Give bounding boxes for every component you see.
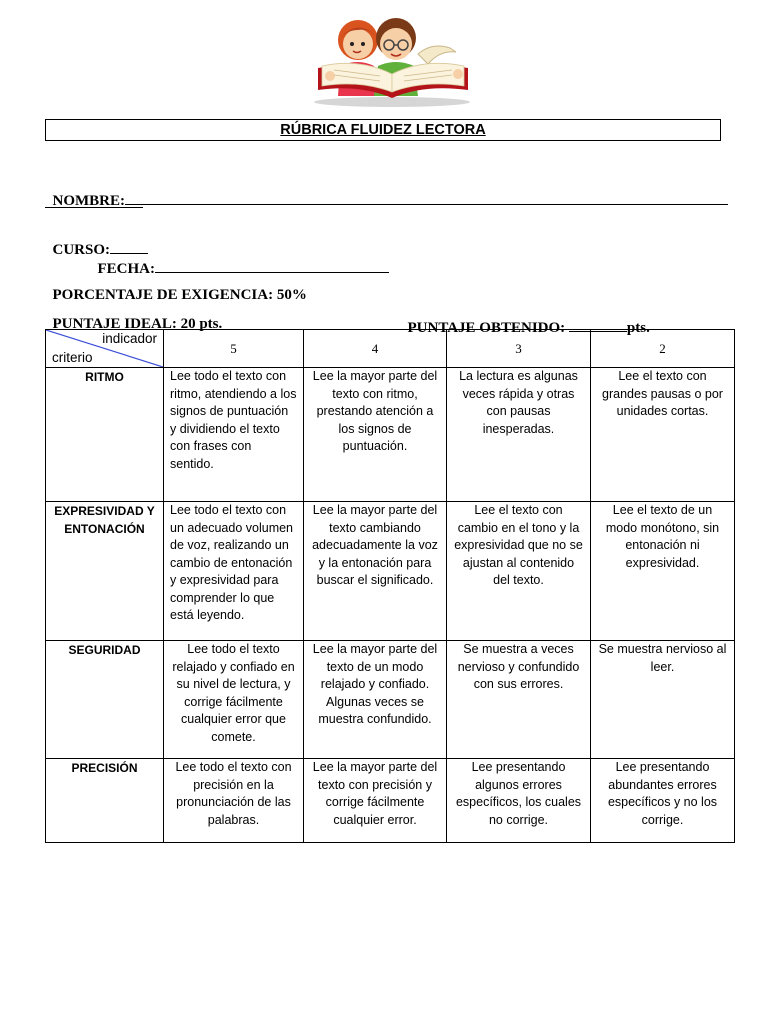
descriptor-cell: Lee todo el texto con precisión en la pronunciación de las palabras. bbox=[164, 759, 304, 843]
table-header-row bbox=[46, 330, 735, 368]
puntaje-ideal bbox=[45, 299, 222, 333]
descriptor-cell: Lee la mayor parte del texto con ritmo, prestando atención a los signos de puntuación. bbox=[304, 368, 447, 502]
nombre-label: NOMBRE: bbox=[52, 193, 125, 209]
criterion-seguridad: SEGURIDAD bbox=[46, 641, 164, 759]
puntaje-obtenido-label: PUNTAJE OBTENIDO: bbox=[407, 320, 566, 336]
table-row bbox=[46, 502, 735, 641]
corner-criterio-label: criterio bbox=[52, 349, 93, 365]
descriptor-cell: Lee el texto con cambio en el tono y la expresividad que no se ajustan al contenido del texto. bbox=[447, 502, 591, 641]
fecha-label: FECHA: bbox=[97, 261, 155, 277]
nombre-field bbox=[45, 172, 728, 210]
nombre-line-continuation bbox=[45, 192, 143, 208]
descriptor-cell: Lee el texto con grandes pausas o por unidades cortas. bbox=[591, 368, 735, 502]
level-header-4: 4 bbox=[304, 330, 447, 368]
nombre-line bbox=[125, 189, 728, 205]
level-header-3: 3 bbox=[447, 330, 591, 368]
descriptor-cell: Lee la mayor parte del texto de un modo relajado y confiado. Algunas veces se muestra confundido. bbox=[304, 641, 447, 759]
level-header-5: 5 bbox=[164, 330, 304, 368]
corner-header-cell bbox=[46, 330, 164, 368]
table-row bbox=[46, 368, 735, 502]
descriptor-cell: Lee presentando abundantes errores específicos y no los corrige. bbox=[591, 759, 735, 843]
rubric-table bbox=[45, 329, 735, 843]
descriptor-cell: Lee el texto de un modo monótono, sin entonación ni expresividad. bbox=[591, 502, 735, 641]
document-title bbox=[45, 119, 721, 141]
descriptor-cell: Lee todo el texto con ritmo, atendiendo a los signos de puntuación y dividiendo el texto con frases con sentido. bbox=[164, 368, 304, 502]
table-row bbox=[46, 759, 735, 843]
criterion-precision: PRECISIÓN bbox=[46, 759, 164, 843]
table-row bbox=[46, 641, 735, 759]
descriptor-cell: Se muestra nervioso al leer. bbox=[591, 641, 735, 759]
descriptor-cell: Se muestra a veces nervioso y confundido con sus errores. bbox=[447, 641, 591, 759]
porcentaje-label: PORCENTAJE DE EXIGENCIA: 50% bbox=[52, 287, 307, 303]
puntaje-obtenido-suffix: pts. bbox=[626, 320, 650, 336]
descriptor-cell: Lee la mayor parte del texto cambiando adecuadamente la voz y la entonación para buscar el significado. bbox=[304, 502, 447, 641]
criterion-ritmo: RITMO bbox=[46, 368, 164, 502]
corner-indicador-label: indicador bbox=[102, 331, 157, 346]
descriptor-cell: Lee todo el texto relajado y confiado en su nivel de lectura, y corrige fácilmente cualquier error que comete. bbox=[164, 641, 304, 759]
descriptor-cell: Lee la mayor parte del texto con precisión y corrige fácilmente cualquier error. bbox=[304, 759, 447, 843]
descriptor-cell: Lee todo el texto con un adecuado volumen de voz, realizando un cambio de entonación y expresividad para comprender lo que está leyendo. bbox=[164, 502, 304, 641]
descriptor-cell: La lectura es algunas veces rápida y otras con pausas inesperadas. bbox=[447, 368, 591, 502]
level-header-2: 2 bbox=[591, 330, 735, 368]
puntaje-ideal-label: PUNTAJE IDEAL: 20 pts. bbox=[52, 316, 223, 332]
kids-reading-book-illustration bbox=[300, 4, 480, 108]
document-title-text: RÚBRICA FLUIDEZ LECTORA bbox=[280, 122, 486, 138]
criterion-expresividad-entonacion: EXPRESIVIDAD Y ENTONACIÓN bbox=[46, 502, 164, 641]
descriptor-cell: Lee presentando algunos errores específicos, los cuales no corrige. bbox=[447, 759, 591, 843]
curso-label: CURSO: bbox=[52, 242, 111, 258]
